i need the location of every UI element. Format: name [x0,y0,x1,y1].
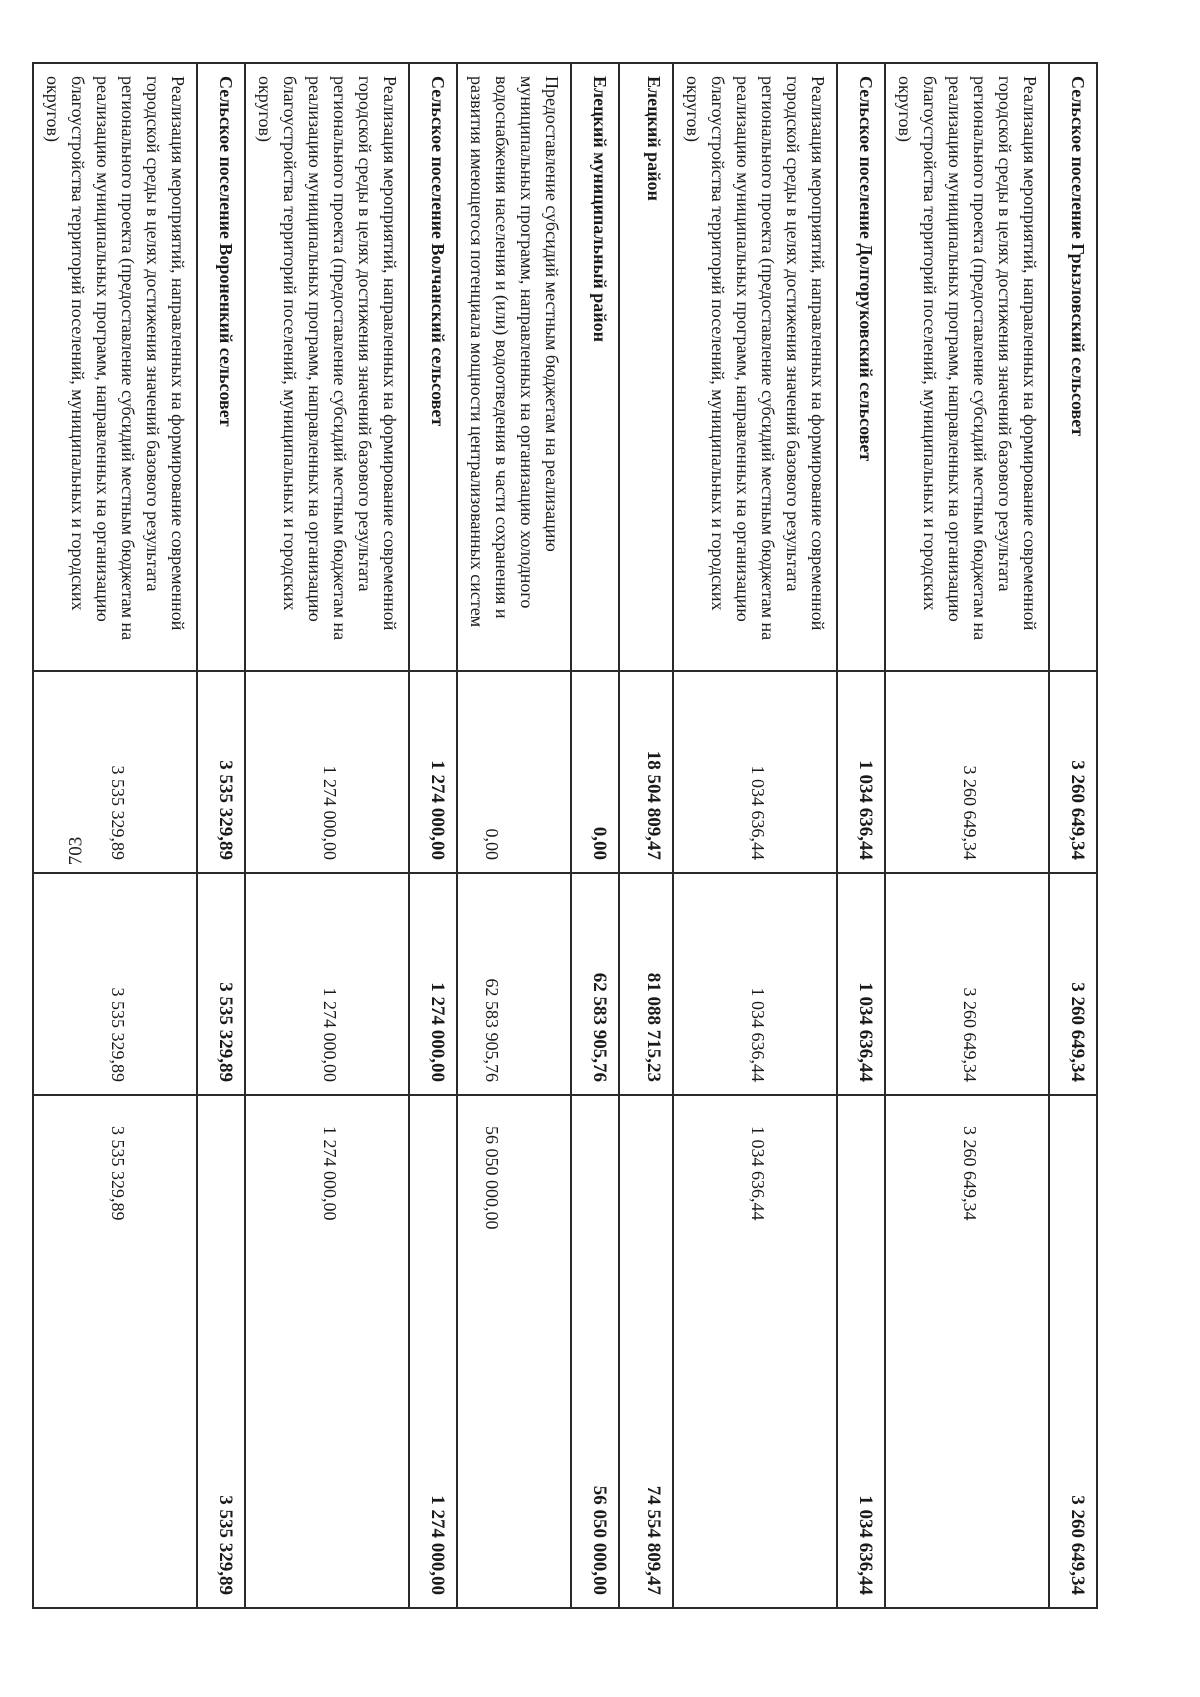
rotated-document [43,62,1098,1607]
row-value-2: 62 583 905,76 [457,873,571,1095]
row-name: Реализация мероприятий, направленных на формирование современной городской среды в целях достижения значений базового результата регионального проекта (предоставление субсидий местным бюджетам на реализацию муниципальных программ, направленных на организацию благоустройства территорий поселений, муниципальных и городских округов) [673,63,837,671]
row-value-3: 1 034 636,44 [673,1095,837,1608]
row-name: Реализация мероприятий, направленных на формирование современной городской среды в целях достижения значений базового результата регионального проекта (предоставление субсидий местным бюджетам на реализацию муниципальных программ, направленных на организацию благоустройства территорий поселений, муниципальных и городских округов) [33,63,197,671]
row-value-1: 3 535 329,89 [197,671,245,873]
row-name: Сельское поселение Вороненкий сельсовет [197,63,245,671]
row-value-3: 3 535 329,89 [197,1095,245,1608]
row-value-3: 1 274 000,00 [245,1095,409,1608]
row-value-2: 81 088 715,23 [619,873,673,1095]
row-value-1: 0,00 [457,671,571,873]
row-value-1: 3 535 329,89 [33,671,197,873]
table-row [197,63,245,1608]
page-number: 703 [65,836,87,866]
row-value-1: 1 274 000,00 [245,671,409,873]
row-name: Сельское поселение Волчанский сельсовет [409,63,457,671]
row-value-3: 56 050 000,00 [457,1095,571,1608]
row-value-3: 1 034 636,44 [837,1095,885,1608]
row-value-1: 3 260 649,34 [1049,671,1097,873]
table-row [673,63,837,1608]
row-value-2: 1 274 000,00 [409,873,457,1095]
row-name: Реализация мероприятий, направленных на формирование современной городской среды в целях достижения значений базового результата регионального проекта (предоставление субсидий местным бюджетам на реализацию муниципальных программ, направленных на организацию благоустройства территорий поселений, муниципальных и городских округов) [885,63,1049,671]
row-value-2: 3 535 329,89 [197,873,245,1095]
table-row [619,63,673,1608]
row-value-3: 56 050 000,00 [571,1095,619,1608]
row-value-3: 3 535 329,89 [33,1095,197,1608]
table-row [409,63,457,1608]
row-value-2: 1 034 636,44 [837,873,885,1095]
row-value-2: 1 034 636,44 [673,873,837,1095]
row-value-2: 62 583 905,76 [571,873,619,1095]
row-value-3: 3 260 649,34 [885,1095,1049,1608]
row-value-1: 1 034 636,44 [837,671,885,873]
row-value-2: 3 260 649,34 [885,873,1049,1095]
row-value-2: 3 535 329,89 [33,873,197,1095]
row-value-3: 1 274 000,00 [409,1095,457,1608]
table-row [33,63,197,1608]
budget-table [32,62,1098,1609]
row-name: Предоставление субсидий местным бюджетам на реализацию муниципальных программ, направленных на организацию холодного водоснабжения населения и (или) водоотведения в части сохранения и развития имеющегося потенциала мощности централизованных систем [457,63,571,671]
row-value-1: 18 504 809,47 [619,671,673,873]
table-row [457,63,571,1608]
row-name: Сельское поселение Грызловский сельсовет [1049,63,1097,671]
row-value-2: 3 260 649,34 [1049,873,1097,1095]
row-name: Сельское поселение Долгоруковский сельсовет [837,63,885,671]
table-row [837,63,885,1608]
row-value-1: 0,00 [571,671,619,873]
table-row [245,63,409,1608]
row-name: Елецкий район [619,63,673,671]
row-value-1: 3 260 649,34 [885,671,1049,873]
row-value-1: 1 274 000,00 [409,671,457,873]
row-value-3: 3 260 649,34 [1049,1095,1097,1608]
row-value-2: 1 274 000,00 [245,873,409,1095]
row-value-1: 1 034 636,44 [673,671,837,873]
row-name: Реализация мероприятий, направленных на формирование современной городской среды в целях достижения значений базового результата регионального проекта (предоставление субсидий местным бюджетам на реализацию муниципальных программ, направленных на организацию благоустройства территорий поселений, муниципальных и городских округов) [245,63,409,671]
table-row [571,63,619,1608]
row-value-3: 74 554 809,47 [619,1095,673,1608]
table-row [885,63,1049,1608]
table-row [1049,63,1097,1608]
row-name: Елецкий муниципальный район [571,63,619,671]
